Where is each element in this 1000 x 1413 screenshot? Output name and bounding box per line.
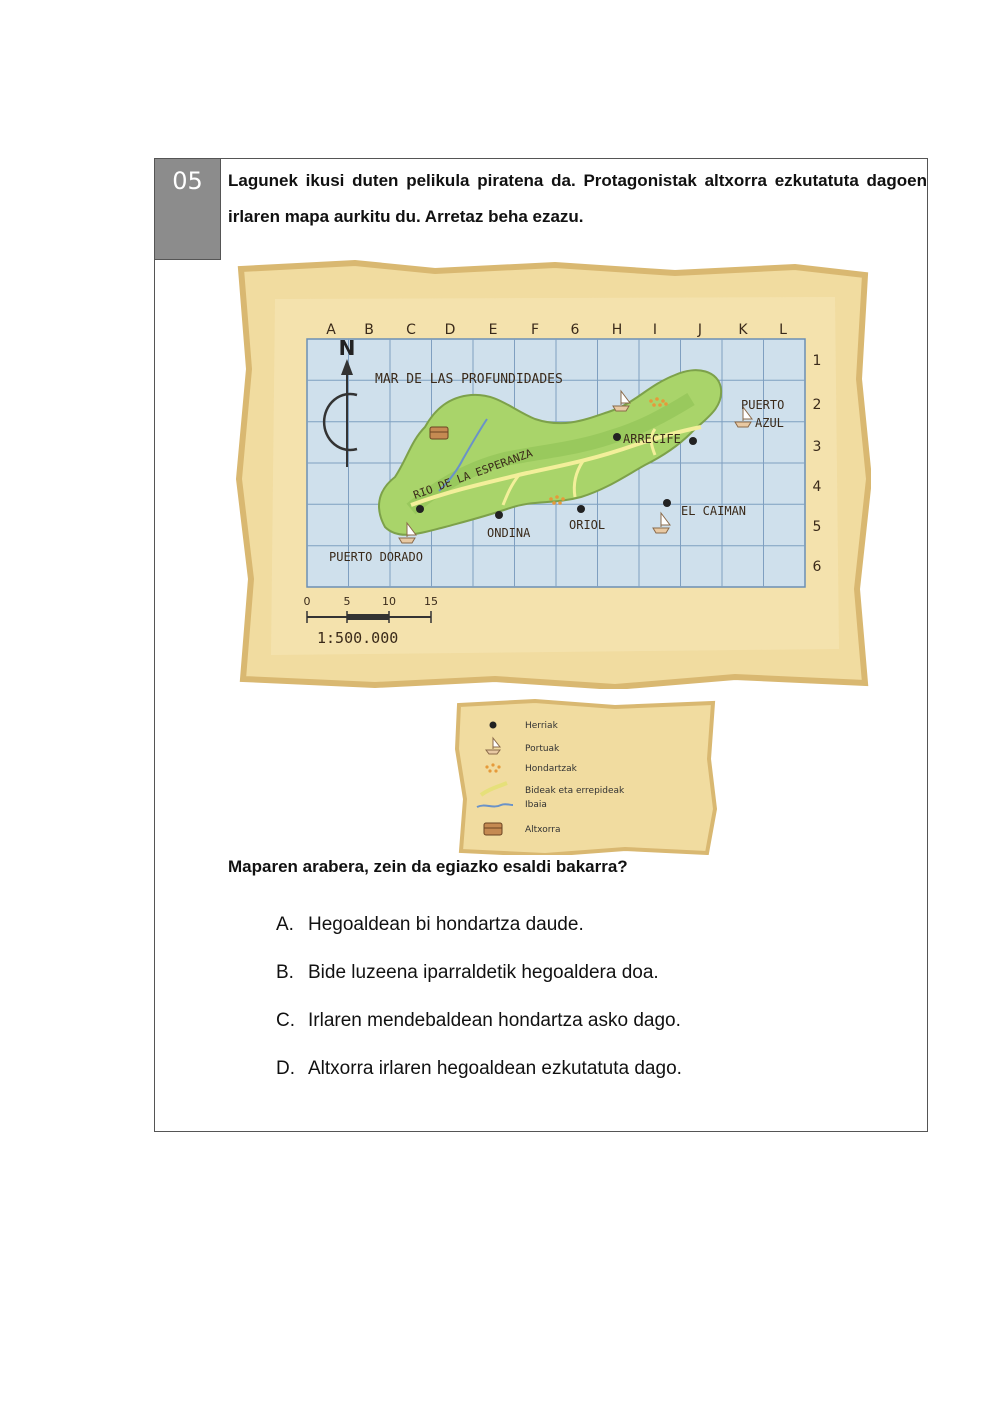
- place-label-oriol: ORIOL: [569, 518, 606, 532]
- answer-option-b[interactable]: [276, 961, 682, 1009]
- answer-option-a[interactable]: [276, 913, 682, 961]
- scale-tick: 0: [303, 595, 311, 608]
- town-marker: [416, 505, 424, 513]
- legend-label: Hondartzak: [525, 764, 577, 774]
- question-intro: Lagunek ikusi duten pelikula piratena da. Protagonistak altxorra ezkutatuta dagoen irlaren mapa aurkitu du. Arretaz beha ezazu.: [228, 171, 927, 226]
- scale-tick: 15: [424, 595, 438, 608]
- place-label-puerto-azul: AZUL: [755, 416, 784, 430]
- column-label: J: [697, 322, 703, 338]
- column-label: D: [444, 322, 456, 338]
- row-label: 5: [812, 519, 822, 535]
- question-prompt: Maparen arabera, zein da egiazko esaldi bakarra?: [228, 857, 628, 876]
- option-text: Bide luzeena iparraldetik hegoaldera doa.: [308, 962, 659, 983]
- town-marker: [495, 511, 503, 519]
- place-label-arrecife: ARRECIFE: [623, 432, 681, 446]
- row-label: 4: [812, 479, 822, 495]
- column-label: H: [611, 322, 623, 338]
- option-text: Altxorra irlaren hegoaldean ezkutatuta dago.: [308, 1058, 682, 1079]
- option-letter: D.: [276, 1058, 295, 1079]
- option-text: Irlaren mendebaldean hondartza asko dago.: [308, 1010, 681, 1031]
- column-label: 6: [570, 322, 580, 338]
- legend-label: Bideak eta errepideak: [525, 786, 625, 796]
- scale-tick: 10: [382, 595, 396, 608]
- column-label: F: [530, 322, 540, 338]
- town-marker: [577, 505, 585, 513]
- place-label-river: RIO DE LA ESPERANZA: [411, 446, 535, 502]
- option-text: Hegoaldean bi hondartza daude.: [308, 914, 584, 935]
- question-number: 05: [155, 159, 221, 260]
- row-label: 2: [812, 397, 822, 413]
- legend-label: Herriak: [525, 721, 558, 731]
- map-legend: [455, 699, 717, 860]
- column-label: I: [652, 322, 658, 338]
- row-label: 1: [812, 353, 822, 369]
- answer-options: [276, 913, 682, 1105]
- sea-label: MAR DE LAS PROFUNDIDADES: [375, 372, 563, 387]
- legend-label: Altxorra: [525, 825, 561, 835]
- compass-north-label: N: [338, 336, 356, 360]
- town-marker: [663, 499, 671, 507]
- question-frame: [154, 158, 928, 1132]
- row-label: 3: [812, 439, 822, 455]
- treasure-map: [235, 259, 871, 694]
- option-letter: C.: [276, 1010, 295, 1031]
- column-label: B: [364, 322, 374, 338]
- scale-ratio: 1:500.000: [317, 629, 399, 647]
- row-label: 6: [812, 559, 822, 575]
- place-label-el-caiman: EL CAIMAN: [681, 504, 747, 518]
- treasure-chest-icon: [430, 427, 448, 439]
- treasure-map-svg: [235, 259, 871, 689]
- place-label-puerto-azul: PUERTO: [741, 398, 785, 412]
- column-label: K: [738, 322, 748, 338]
- town-marker: [613, 433, 621, 441]
- dot-icon: [490, 722, 497, 729]
- option-letter: A.: [276, 914, 294, 935]
- place-label-ondina: ONDINA: [487, 526, 531, 540]
- legend-label: Portuak: [525, 744, 560, 754]
- option-letter: B.: [276, 962, 294, 983]
- treasure-chest-icon: [484, 823, 502, 835]
- scale-tick: 5: [343, 595, 351, 608]
- column-label: L: [779, 322, 787, 338]
- column-label: A: [326, 322, 336, 338]
- column-label: E: [488, 322, 498, 338]
- answer-option-c[interactable]: [276, 1009, 682, 1057]
- legend-label: Ibaia: [525, 800, 547, 810]
- answer-option-d[interactable]: [276, 1057, 682, 1105]
- map-legend-svg: [455, 699, 717, 855]
- town-marker: [689, 437, 697, 445]
- place-label-puerto-dorado: PUERTO DORADO: [329, 550, 423, 564]
- column-label: C: [406, 322, 416, 338]
